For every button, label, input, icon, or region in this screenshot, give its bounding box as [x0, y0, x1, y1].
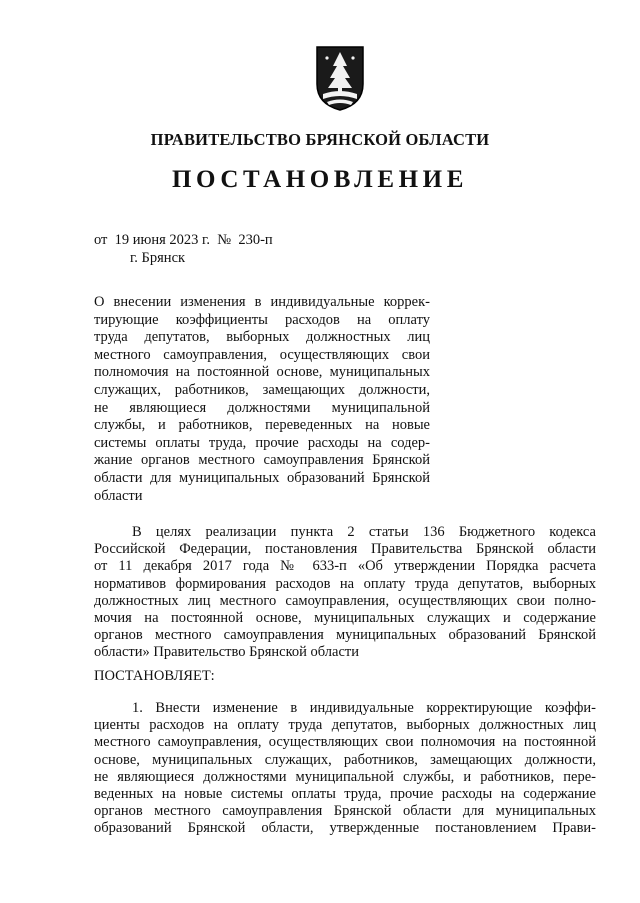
document-type-title: ПОСТАНОВЛЕНИЕ: [171, 166, 469, 193]
city-line: г. Брянск: [130, 250, 186, 266]
subject-line: жание органов местного самоуправления Брянской: [94, 452, 430, 469]
subject-line: системы оплаты труда, прочие расходы на содер-: [94, 434, 430, 451]
coat-of-arms-emblem: [314, 44, 366, 112]
preamble-line: от 11 декабря 2017 года № 633-п «Об утверждении Порядка расчета: [94, 558, 596, 575]
preamble-line: органов местного самоуправления муниципальных образований Брянской: [94, 627, 596, 644]
preamble-line: нормативов формирования расходов на оплату труда депутатов, выборных: [94, 575, 596, 592]
subject-line: О внесении изменения в индивидуальные коррек-: [94, 294, 430, 310]
item-line: основе, муниципальных служащих, работников, замещающих должности,: [94, 751, 596, 768]
item-line: образований Брянской области, утвержденные постановлением Прави-: [94, 820, 596, 837]
preamble-line: В целях реализации пункта 2 статьи 136 Бюджетного кодекса: [132, 524, 596, 540]
item-line: местного самоуправления, осуществляющих свои полномочия на постоянной: [94, 734, 596, 751]
subject-line: труда депутатов, выборных должностных лиц: [94, 329, 430, 346]
subject-line: полномочия на постоянной основе, муниципальных: [94, 364, 430, 381]
item-1-paragraph: [94, 700, 596, 838]
preamble-line: области» Правительство Брянской области: [94, 644, 359, 661]
subject-block: [94, 294, 430, 505]
government-title: ПРАВИТЕЛЬСТВО БРЯНСКОЙ ОБЛАСТИ: [150, 130, 490, 149]
subject-line: тирующие коэффициенты расходов на оплату: [94, 311, 430, 328]
date-number-line: от 19 июня 2023 г. № 230-п: [94, 232, 273, 248]
item-line: циенты расходов на оплату труда депутатов, выборных должностных лиц: [94, 717, 596, 734]
item-line: органов местного самоуправления Брянской области для муниципальных: [94, 803, 596, 820]
preamble-paragraph: [94, 524, 596, 662]
subject-line: служащих, работников, замещающих должности,: [94, 381, 430, 398]
subject-line: не являющиеся должностями муниципальной: [94, 399, 430, 416]
subject-line: службы, и работников, переведенных на новые: [94, 417, 430, 434]
preamble-line: должностных лиц местного самоуправления, осуществляющих свои полно-: [94, 592, 596, 609]
item-line: 1. Внести изменение в индивидуальные корректирующие коэффи-: [132, 700, 596, 716]
resolves-heading: ПОСТАНОВЛЯЕТ:: [94, 668, 215, 684]
subject-line: области: [94, 487, 143, 504]
item-line: веденных на новые системы оплаты труда, прочие расходы на содержание: [94, 786, 596, 803]
preamble-line: Российской Федерации, постановления Правительства Брянской области: [94, 541, 596, 558]
subject-line: области для муниципальных образований Брянской: [94, 469, 430, 486]
item-line: не являющиеся должностями муниципальной службы, и работников, пере-: [94, 768, 596, 785]
preamble-line: мочия на постоянной основе, муниципальных служащих и содержание: [94, 610, 596, 627]
subject-line: местного самоуправления, осуществляющих свои: [94, 346, 430, 363]
